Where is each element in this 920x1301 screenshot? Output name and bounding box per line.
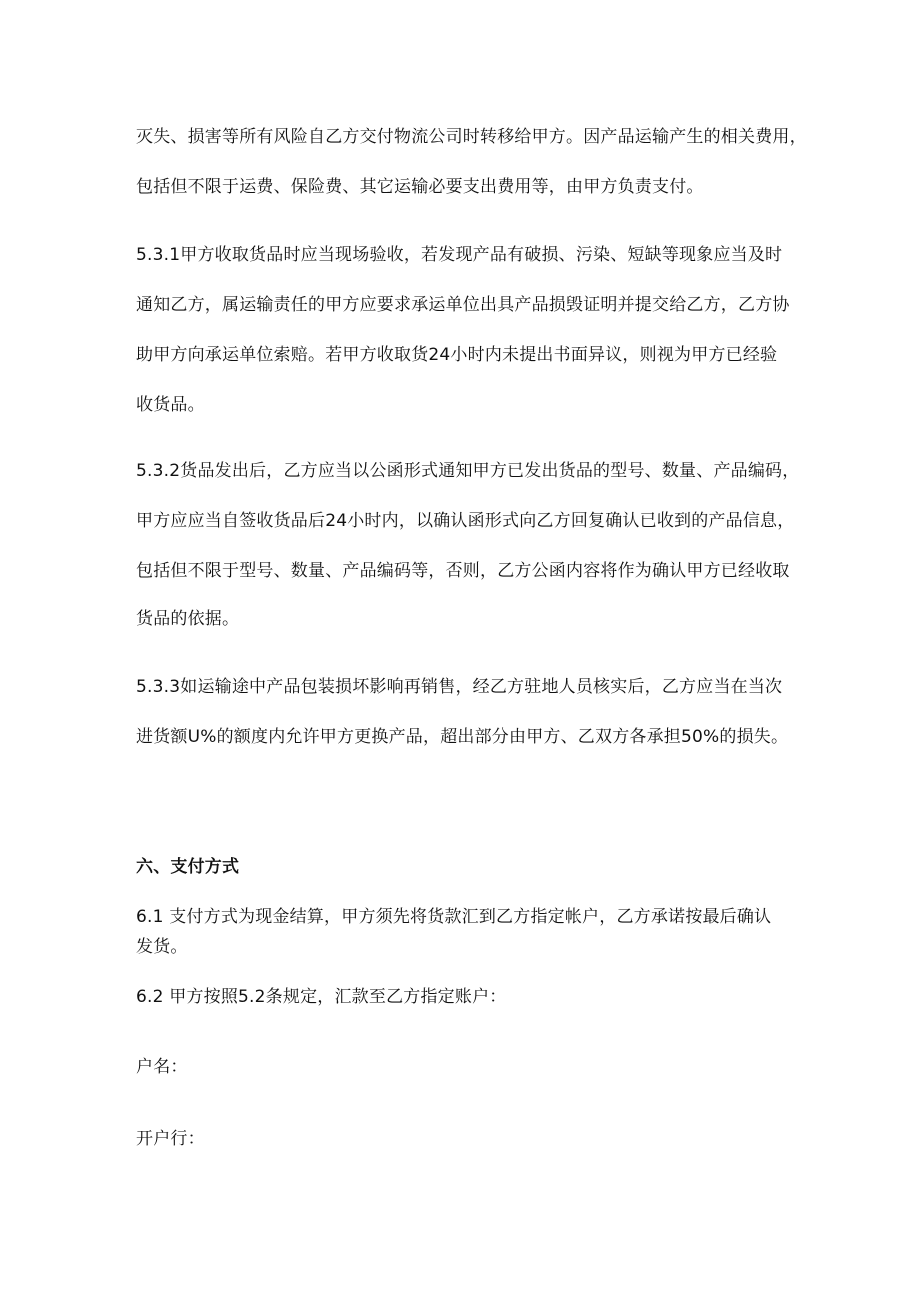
bank-label: 开户行：: [136, 1129, 205, 1149]
clause-6-1-line: 发货。: [136, 937, 188, 957]
clause-5-3-2-line: 包括但不限于型号、数量、产品编码等，否则，乙方公函内容将作为确认甲方已经收取: [136, 561, 790, 581]
clause-5-3-2-line: 货品的依据。: [136, 609, 240, 629]
clause-5-3-3-line: 进货额U%的额度内允许甲方更换产品，超出部分由甲方、乙双方各承担50%的损失。: [136, 727, 789, 747]
clause-5-3-2-line: 5.3.2货品发出后，乙方应当以公函形式通知甲方已发出货品的型号、数量、产品编码，: [136, 461, 800, 481]
paragraph-line: 包括但不限于运费、保险费、其它运输必要支出费用等，由甲方负责支付。: [136, 177, 704, 197]
account-name-label: 户名：: [136, 1057, 188, 1077]
clause-6-2: 6.2 甲方按照5.2条规定，汇款至乙方指定账户：: [136, 987, 507, 1007]
clause-6-1-line: 6.1 支付方式为现金结算，甲方须先将货款汇到乙方指定帐户，乙方承诺按最后确认: [136, 907, 772, 927]
clause-5-3-2-line: 甲方应应当自签收货品后24小时内，以确认函形式向乙方回复确认已收到的产品信息，: [136, 511, 795, 531]
clause-5-3-3-line: 5.3.3如运输途中产品包装损坏影响再销售，经乙方驻地人员核实后，乙方应当在当次: [136, 677, 783, 697]
section-heading: 六、支付方式: [136, 857, 240, 877]
clause-5-3-1-line: 助甲方向承运单位索赔。若甲方收取货24小时内未提出书面异议，则视为甲方已经验: [136, 345, 778, 365]
paragraph-line: 灭失、损害等所有风险自乙方交付物流公司时转移给甲方。因产品运输产生的相关费用，: [136, 127, 807, 147]
clause-5-3-1-line: 收货品。: [136, 395, 205, 415]
clause-5-3-1-line: 通知乙方，属运输责任的甲方应要求承运单位出具产品损毁证明并提交给乙方，乙方协: [136, 295, 790, 315]
clause-5-3-1-line: 5.3.1甲方收取货品时应当现场验收，若发现产品有破损、污染、短缺等现象应当及时: [136, 245, 783, 265]
